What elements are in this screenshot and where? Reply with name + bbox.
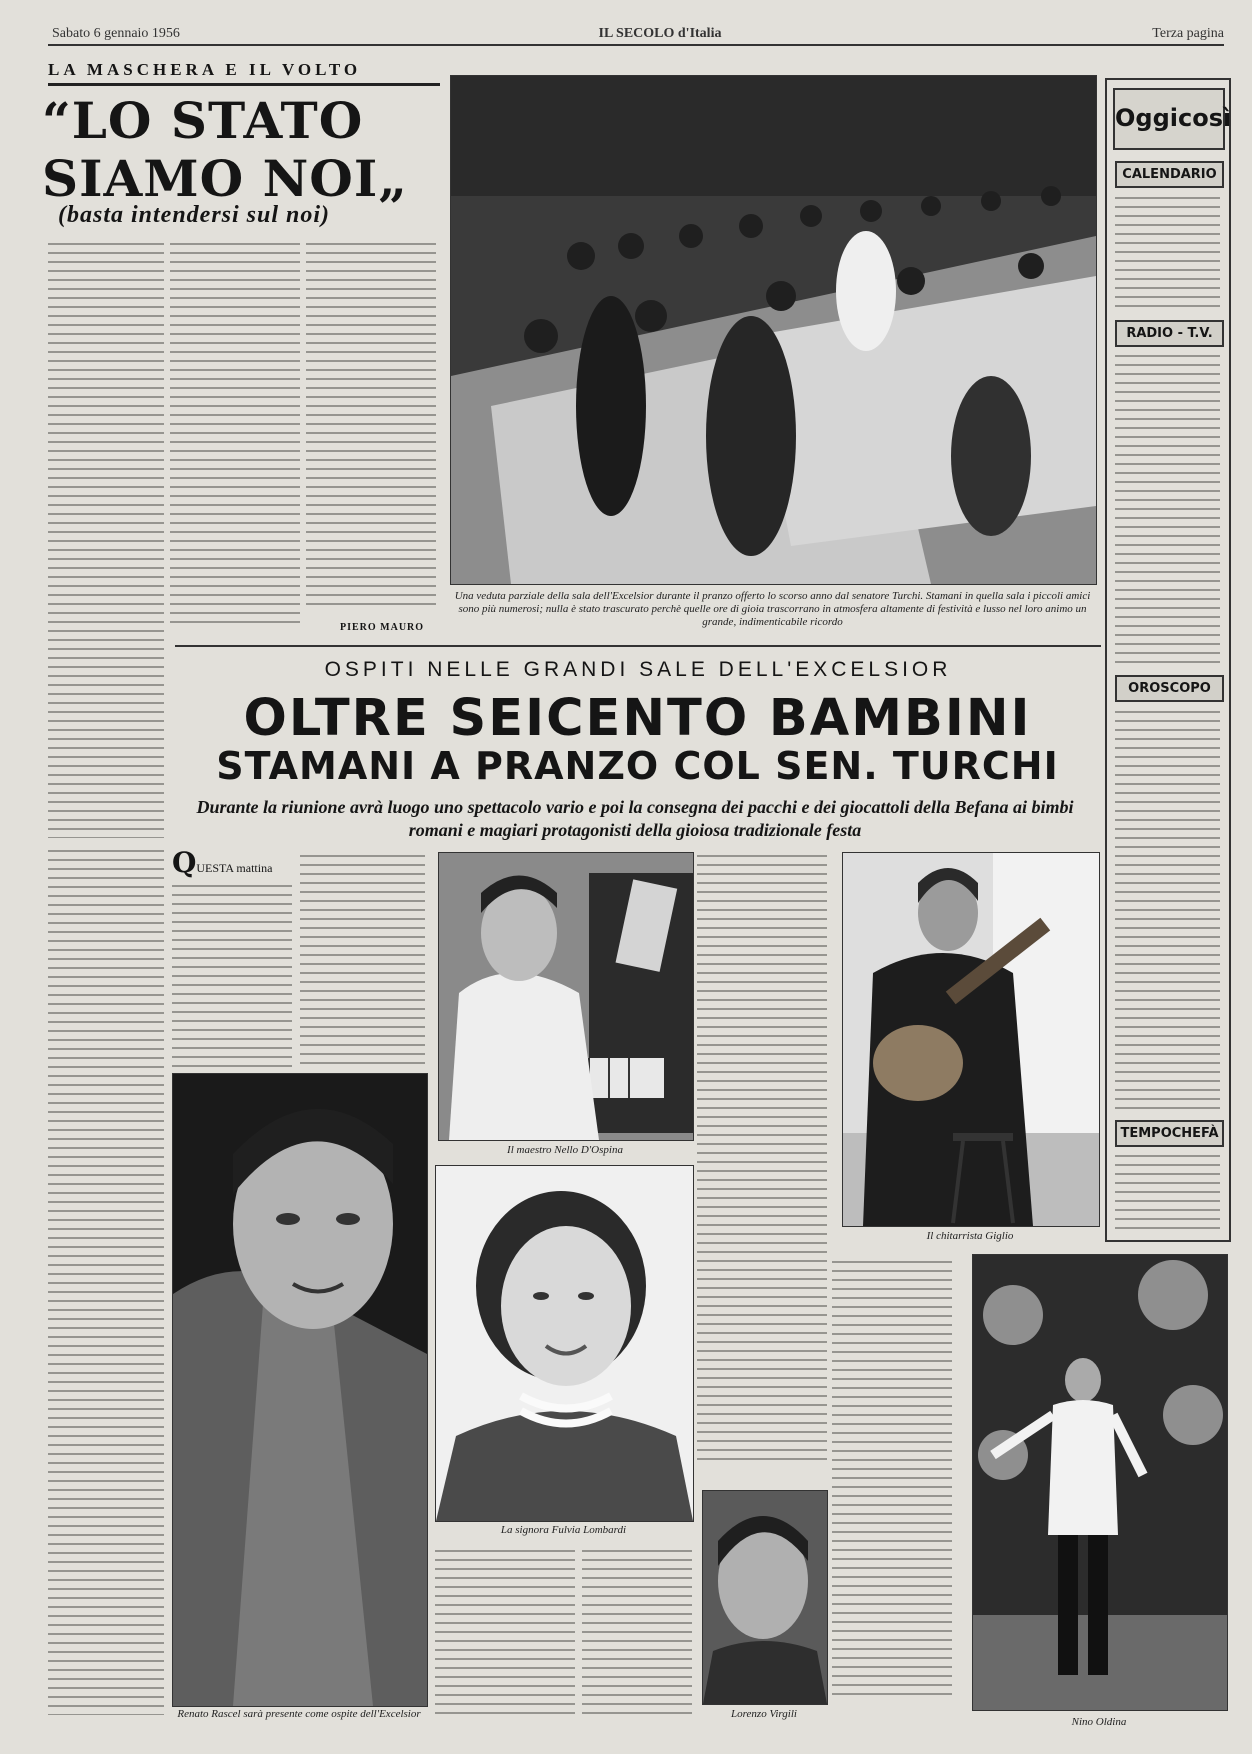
story-headline: OLTRE SEICENTO BAMBINI: [243, 689, 1032, 748]
guitarist-caption: Il chitarrista Giglio: [926, 1230, 1014, 1242]
sidebar-calendario: CALENDARIO: [1115, 161, 1224, 188]
singer-caption: La signora Fulvia Lombardi: [500, 1524, 627, 1536]
editorial-column-1-cont: [48, 845, 164, 1715]
story-column-6: [582, 1545, 692, 1715]
guitarist-photo: [842, 852, 1100, 1227]
dancer-photo: [972, 1254, 1228, 1711]
banquet-photo: [450, 75, 1097, 585]
sidebar-title: Oggicosì: [1113, 88, 1225, 150]
drop-cap: Q: [172, 846, 197, 879]
issue-date: Sabato 6 gennaio 1956: [52, 26, 180, 41]
kicker-rule: [48, 83, 440, 86]
story-column-3: [697, 850, 827, 1460]
headline-line-1: “LO STATO: [42, 91, 364, 150]
story-deck: Durante la riunione avrà luogo uno spettacolo vario e poi la consegna dei pacchi e dei giocattoli della Befana ai bimbi romani e magiari protagonisti della gioiosa tradizionale festa: [196, 797, 1074, 840]
story-column-4: [832, 1256, 952, 1696]
sidebar-tempochefa: TEMPOCHEFÀ: [1115, 1120, 1224, 1147]
actor-photo: [172, 1073, 428, 1707]
story-headline-2: STAMANI A PRANZO COL SEN. TURCHI: [216, 744, 1059, 788]
story-column-5: [435, 1545, 575, 1715]
editorial-byline: PIERO MAURO: [340, 622, 425, 633]
pianist-caption: Il maestro Nello D'Ospina: [507, 1144, 623, 1156]
sidebar-radio-tv: RADIO - T.V.: [1115, 320, 1224, 347]
page-label: Terza pagina: [1152, 26, 1224, 41]
editorial-column-1: [48, 238, 164, 838]
dancer-caption: Nino Oldina: [1071, 1716, 1127, 1728]
editorial-kicker: LA MASCHERA E IL VOLTO: [48, 60, 362, 79]
tempochefa-text: [1115, 1150, 1220, 1232]
editorial-subhead: (basta intendersi sul noi): [58, 202, 331, 228]
man-photo: [702, 1490, 828, 1705]
editorial-column-2: [170, 238, 300, 623]
masthead: IL SECOLO d'Italia: [598, 26, 722, 41]
story-overline: OSPITI NELLE GRANDI SALE DELL'EXCELSIOR: [324, 658, 952, 681]
pianist-photo: [438, 852, 694, 1141]
story-column-1: [172, 880, 292, 1070]
story-column-2: [300, 850, 425, 1070]
man-caption: Lorenzo Virgili: [731, 1708, 797, 1720]
sidebar-oroscopo: OROSCOPO: [1115, 675, 1224, 702]
editorial-headline: [42, 92, 447, 208]
calendario-text: [1115, 192, 1220, 312]
section-rule: [175, 645, 1101, 647]
banquet-caption: Una veduta parziale della sala dell'Excelsior durante il pranzo offerto lo scorso anno dal senatore Turchi. Stamani in quella sala i piccoli amici sono più numerosi; nulla è stato trascurato perchè quelle ore di gioia trascorrano in atmosfera altamente di festività e lusso nel loro animo un grande, indimenticabile ricordo: [454, 590, 1091, 628]
singer-photo: [435, 1165, 694, 1522]
lead-words: UESTA mattina: [196, 861, 273, 875]
actor-caption: Renato Rascel sarà presente come ospite dell'Excelsior: [177, 1708, 421, 1720]
story-lead: [172, 846, 292, 879]
header-rule: [48, 44, 1224, 46]
editorial-column-3: [306, 238, 436, 608]
headline-line-2: SIAMO NOI„: [42, 149, 409, 208]
oroscopo-text: [1115, 706, 1220, 1111]
radio-tv-text: [1115, 350, 1220, 670]
